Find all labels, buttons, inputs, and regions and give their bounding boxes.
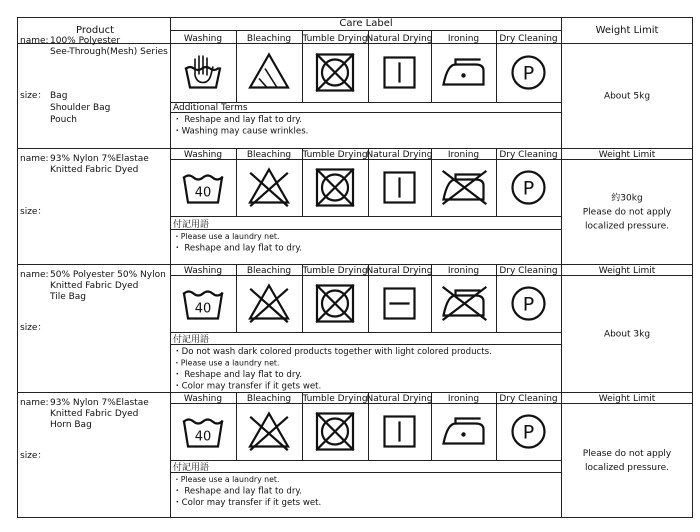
svg-text:name:: name: — [20, 398, 49, 408]
product-size-label: size： — [20, 323, 47, 333]
weight-limit-value: Please do not apply — [582, 207, 672, 218]
wash-temperature: 40 — [194, 185, 212, 201]
weight-limit-value: Please do not apply — [582, 449, 672, 459]
line-dry-icon — [385, 417, 415, 447]
product-size-label: size： — [20, 207, 47, 217]
no-tumble-dry-icon — [317, 170, 353, 206]
terms-line: ・Color may transfer if it gets wet. — [173, 498, 322, 508]
product-name-line: 100% Polyester — [50, 36, 121, 46]
column-header-ironing: Ironing — [447, 394, 480, 404]
wash-temperature: 40 — [194, 429, 212, 445]
no-tumble-dry-icon — [317, 414, 353, 450]
product-size-label: size： — [20, 91, 47, 101]
product-name-line: Knitted Fabric Dyed — [50, 165, 139, 175]
column-header-natural-drying: Natural Drying — [366, 34, 433, 44]
no-tumble-dry-icon — [317, 55, 353, 91]
column-header-natural-drying: Natural Drying — [366, 150, 433, 160]
terms-line: ・Washing may cause wrinkles. — [173, 126, 309, 137]
product-size-line: Shoulder Bag — [50, 103, 111, 113]
dry-clean-p-icon — [513, 416, 545, 448]
column-header-tumble-drying: Tumble Drying — [302, 150, 368, 160]
no-bleach-icon — [250, 286, 288, 322]
dry-clean-letter: P — [522, 62, 535, 85]
terms-title: Additional Terms — [173, 103, 248, 113]
column-header-washing: Washing — [183, 150, 223, 160]
dry-flat-icon — [385, 289, 415, 319]
product-name-line: 50% Polyester 50% Nylon — [50, 270, 166, 280]
column-header-dry-cleaning: Dry Cleaning — [499, 394, 558, 404]
product-name — [20, 36, 168, 57]
dry-clean-p-icon — [513, 57, 545, 89]
weight-limit-value: About 5kg — [603, 91, 651, 102]
product-name — [20, 154, 149, 175]
no-iron-icon — [444, 172, 486, 204]
wash-40-icon — [184, 176, 222, 203]
wash-40-icon — [184, 420, 222, 447]
terms-title: 付記用語 — [173, 463, 210, 473]
product-name-line: Knitted Fabric Dyed — [50, 409, 139, 419]
column-header-ironing: Ironing — [447, 150, 480, 160]
terms-line: ・ Reshape and lay flat to dry. — [173, 370, 302, 380]
product-name-line: Knitted Fabric Dyed — [50, 281, 139, 291]
product-name-line: Tile Bag — [50, 292, 87, 302]
no-bleach-icon — [250, 414, 288, 450]
column-header-bleaching: Bleaching — [246, 266, 292, 276]
weight-limit-header: Weight Limit — [595, 25, 659, 36]
terms-line: ・Please use a laundry net. — [173, 475, 280, 484]
terms-line: ・Please use a laundry net. — [173, 358, 280, 368]
weight-limit-header: Weight Limit — [598, 150, 656, 160]
bleach-non-chlorine-icon — [250, 55, 288, 88]
column-header-washing: Washing — [183, 34, 223, 44]
dry-clean-letter: P — [522, 421, 535, 444]
no-bleach-icon — [250, 170, 288, 206]
product-name — [20, 270, 166, 302]
svg-text:name:: name: — [20, 270, 49, 280]
dry-clean-p-icon — [513, 172, 545, 204]
dry-clean-letter: P — [522, 177, 535, 200]
weight-limit-header: Weight Limit — [598, 266, 656, 276]
weight-limit-header: Weight Limit — [598, 394, 656, 404]
iron-low-icon — [444, 419, 484, 444]
product-name-line: 93% Nylon 7%Elastae — [50, 398, 149, 408]
svg-text:name:: name: — [20, 154, 49, 164]
weight-limit-value: About 3kg — [603, 329, 651, 340]
weight-limit-value: 約30kg — [611, 193, 643, 204]
column-header-bleaching: Bleaching — [246, 394, 292, 404]
dry-clean-p-icon — [513, 288, 545, 320]
terms-line: ・Please use a laundry net. — [173, 232, 280, 241]
wash-40-icon — [184, 292, 222, 319]
column-header-dry-cleaning: Dry Cleaning — [499, 150, 558, 160]
product-name-line: Horn Bag — [50, 420, 92, 430]
column-header-tumble-drying: Tumble Drying — [302, 266, 368, 276]
column-header-tumble-drying: Tumble Drying — [302, 394, 368, 404]
column-header-natural-drying: Natural Drying — [366, 394, 433, 404]
terms-line: ・ Reshape and lay flat to dry. — [173, 243, 302, 254]
product-size-line: Pouch — [50, 115, 77, 125]
weight-limit-value: localized pressure. — [584, 463, 670, 473]
column-header-dry-cleaning: Dry Cleaning — [499, 266, 558, 276]
column-header-ironing: Ironing — [447, 266, 480, 276]
terms-line: ・ Reshape and lay flat to dry. — [173, 486, 302, 497]
terms-line: ・ Reshape and lay flat to dry. — [173, 115, 302, 125]
column-header-washing: Washing — [183, 266, 223, 276]
column-header-dry-cleaning: Dry Cleaning — [499, 34, 558, 44]
column-header-bleaching: Bleaching — [246, 150, 292, 160]
column-header-natural-drying: Natural Drying — [366, 266, 433, 276]
weight-limit-value: localized pressure. — [584, 221, 670, 232]
column-header-ironing: Ironing — [447, 34, 480, 44]
product-name-line: 93% Nylon 7%Elastae — [50, 154, 149, 164]
line-dry-icon — [385, 58, 415, 88]
product-name-line: See-Through(Mesh) Series — [50, 47, 168, 57]
column-header-tumble-drying: Tumble Drying — [302, 34, 368, 44]
hand-wash-icon — [186, 56, 220, 88]
column-header-bleaching: Bleaching — [246, 34, 292, 44]
terms-title: 付記用語 — [173, 335, 210, 345]
svg-text:name:: name: — [20, 36, 49, 46]
terms-title: 付記用語 — [173, 220, 210, 230]
product-size-line: Bag — [50, 91, 68, 101]
care-label-header: Care Label — [339, 18, 393, 29]
no-iron-icon — [444, 288, 486, 320]
product-name — [20, 398, 149, 430]
column-header-washing: Washing — [183, 394, 223, 404]
product-size-label: size： — [20, 451, 47, 461]
product-header: Product — [76, 25, 114, 36]
no-tumble-dry-icon — [317, 286, 353, 322]
line-dry-icon — [385, 173, 415, 203]
terms-line: ・Do not wash dark colored products together with light colored products. — [173, 347, 492, 357]
wash-temperature: 40 — [194, 301, 212, 317]
iron-low-icon — [444, 60, 484, 85]
dry-clean-letter: P — [522, 293, 535, 316]
terms-line: ・Color may transfer if it gets wet. — [173, 381, 322, 392]
